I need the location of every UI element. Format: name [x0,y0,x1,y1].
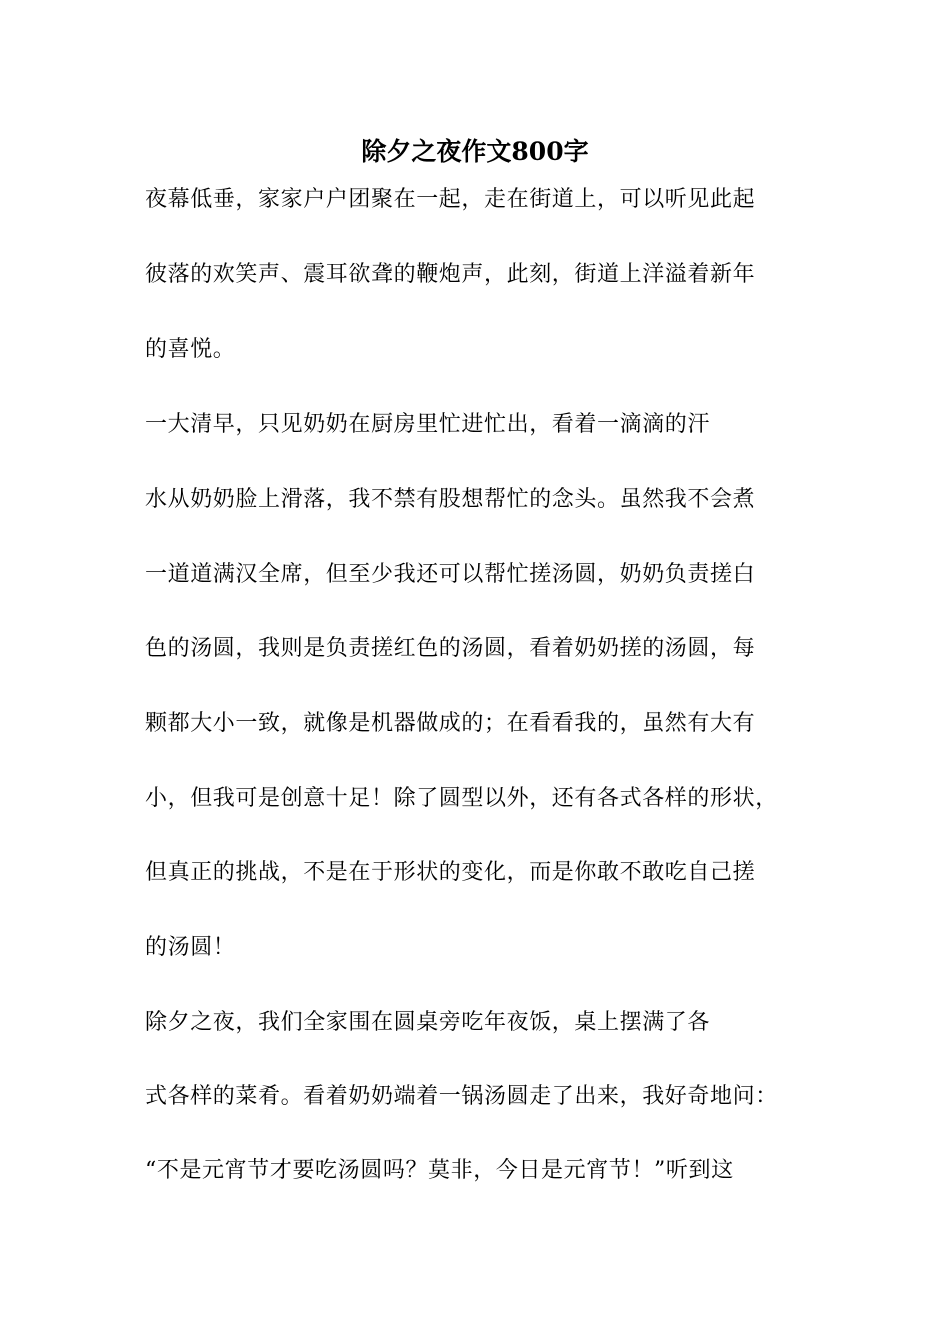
text-line: 但真正的挑战，不是在于形状的变化，而是你敢不敢吃自己搓 [145,860,756,885]
document-title: 除夕之夜作文800字 [361,137,589,166]
text-line: 彼落的欢笑声、震耳欲聋的鞭炮声，此刻，街道上洋溢着新年 [145,262,756,287]
text-line: 夜幕低垂，家家户户团聚在一起，走在街道上，可以听见此起 [145,187,756,212]
text-line: “不是元宵节才要吃汤圆吗？莫非，今日是元宵节！”听到这 [145,1158,734,1183]
text-line: 一大清早，只见奶奶在厨房里忙进忙出，看着一滴滴的汗 [145,412,711,437]
text-line: 的喜悦。 [145,337,236,362]
text-line: 水从奶奶脸上滑落，我不禁有股想帮忙的念头。虽然我不会煮 [145,487,756,512]
text-line: 颗都大小一致，就像是机器做成的；在看看我的，虽然有大有 [145,711,756,736]
text-line: 小，但我可是创意十足！除了圆型以外，还有各式各样的形状， [145,786,778,811]
text-line: 色的汤圆，我则是负责搓红色的汤圆，看着奶奶搓的汤圆，每 [145,636,756,661]
text-line: 一道道满汉全席，但至少我还可以帮忙搓汤圆，奶奶负责搓白 [145,562,756,587]
text-line: 式各样的菜肴。看着奶奶端着一锅汤圆走了出来，我好奇地问： [145,1084,778,1109]
text-line: 除夕之夜，我们全家围在圆桌旁吃年夜饭，桌上摆满了各 [145,1010,711,1035]
text-line: 的汤圆！ [145,935,236,960]
